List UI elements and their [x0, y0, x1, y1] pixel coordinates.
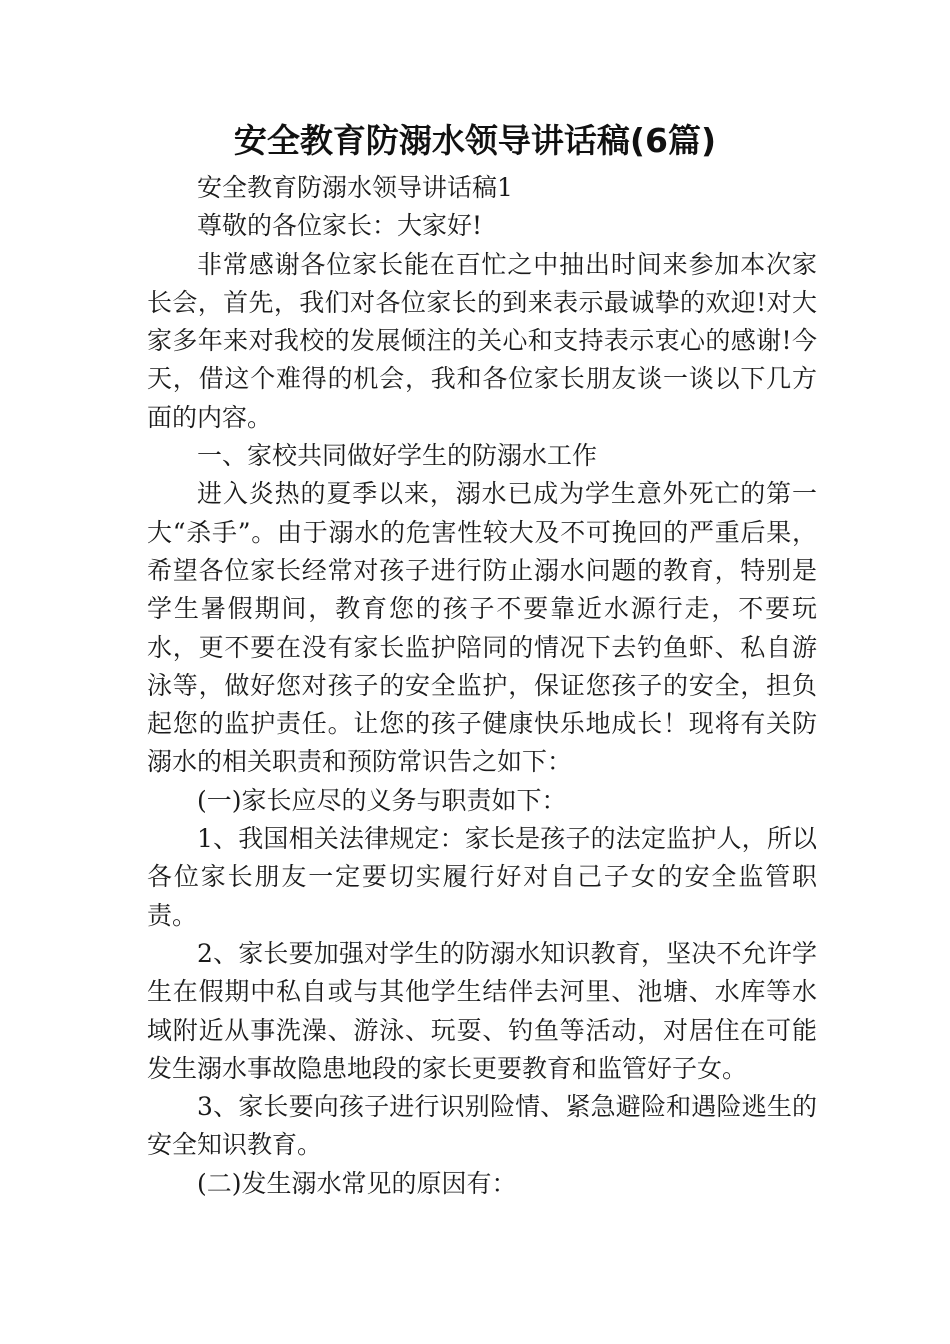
section-heading-1: 一、家校共同做好学生的防溺水工作	[197, 441, 598, 471]
list-item-1: 1、我国相关法律规定：家长是孩子的法定监护人，所以各位家长朋友一定要切实履行好对自己子女的安全监管职责。	[147, 824, 817, 930]
paragraph-summer: 进入炎热的夏季以来，溺水已成为学生意外死亡的第一大“杀手”。由于溺水的危害性较大及不可挽回的严重后果，希望各位家长经常对孩子进行防止溺水问题的教育，特别是学生暑假期间，教育您的孩子不要靠近水源行走，不要玩水，更不要在没有家长监护陪同的情况下去钓鱼虾、私自游泳等，做好您对孩子的安全监护，保证您孩子的安全，担负起您的监护责任。让您的孩子健康快乐地成长！现将有关防溺水的相关职责和预防常识告之如下：	[147, 479, 817, 777]
list-item-2: 2、家长要加强对学生的防溺水知识教育，坚决不允许学生在假期中私自或与其他学生结伴去河里、池塘、水库等水域附近从事洗澡、游泳、玩耍、钓鱼等活动，对居住在可能发生溺水事故隐患地段的家长更要教育和监管好子女。	[147, 938, 817, 1083]
paragraph-subtitle: 安全教育防溺水领导讲话稿1	[197, 173, 513, 202]
subsection-heading-2: (二)发生溺水常见的原因有：	[197, 1168, 517, 1198]
subsection-heading-1: (一)家长应尽的义务与职责如下：	[197, 785, 567, 815]
paragraph-greeting: 尊敬的各位家长：大家好!	[197, 211, 483, 241]
document-title: 安全教育防溺水领导讲话稿(6篇)	[233, 121, 717, 160]
paragraph-intro: 非常感谢各位家长能在百忙之中抽出时间来参加本次家长会，首先，我们对各位家长的到来表示最诚挚的欢迎!对大家多年来对我校的发展倾注的关心和支持表示衷心的感谢!今天，借这个难得的机会，我和各位家长朋友谈一谈以下几方面的内容。	[147, 249, 817, 432]
document-body	[147, 169, 817, 1203]
list-item-3: 3、家长要向孩子进行识别险情、紧急避险和遇险逃生的安全知识教育。	[147, 1092, 817, 1160]
